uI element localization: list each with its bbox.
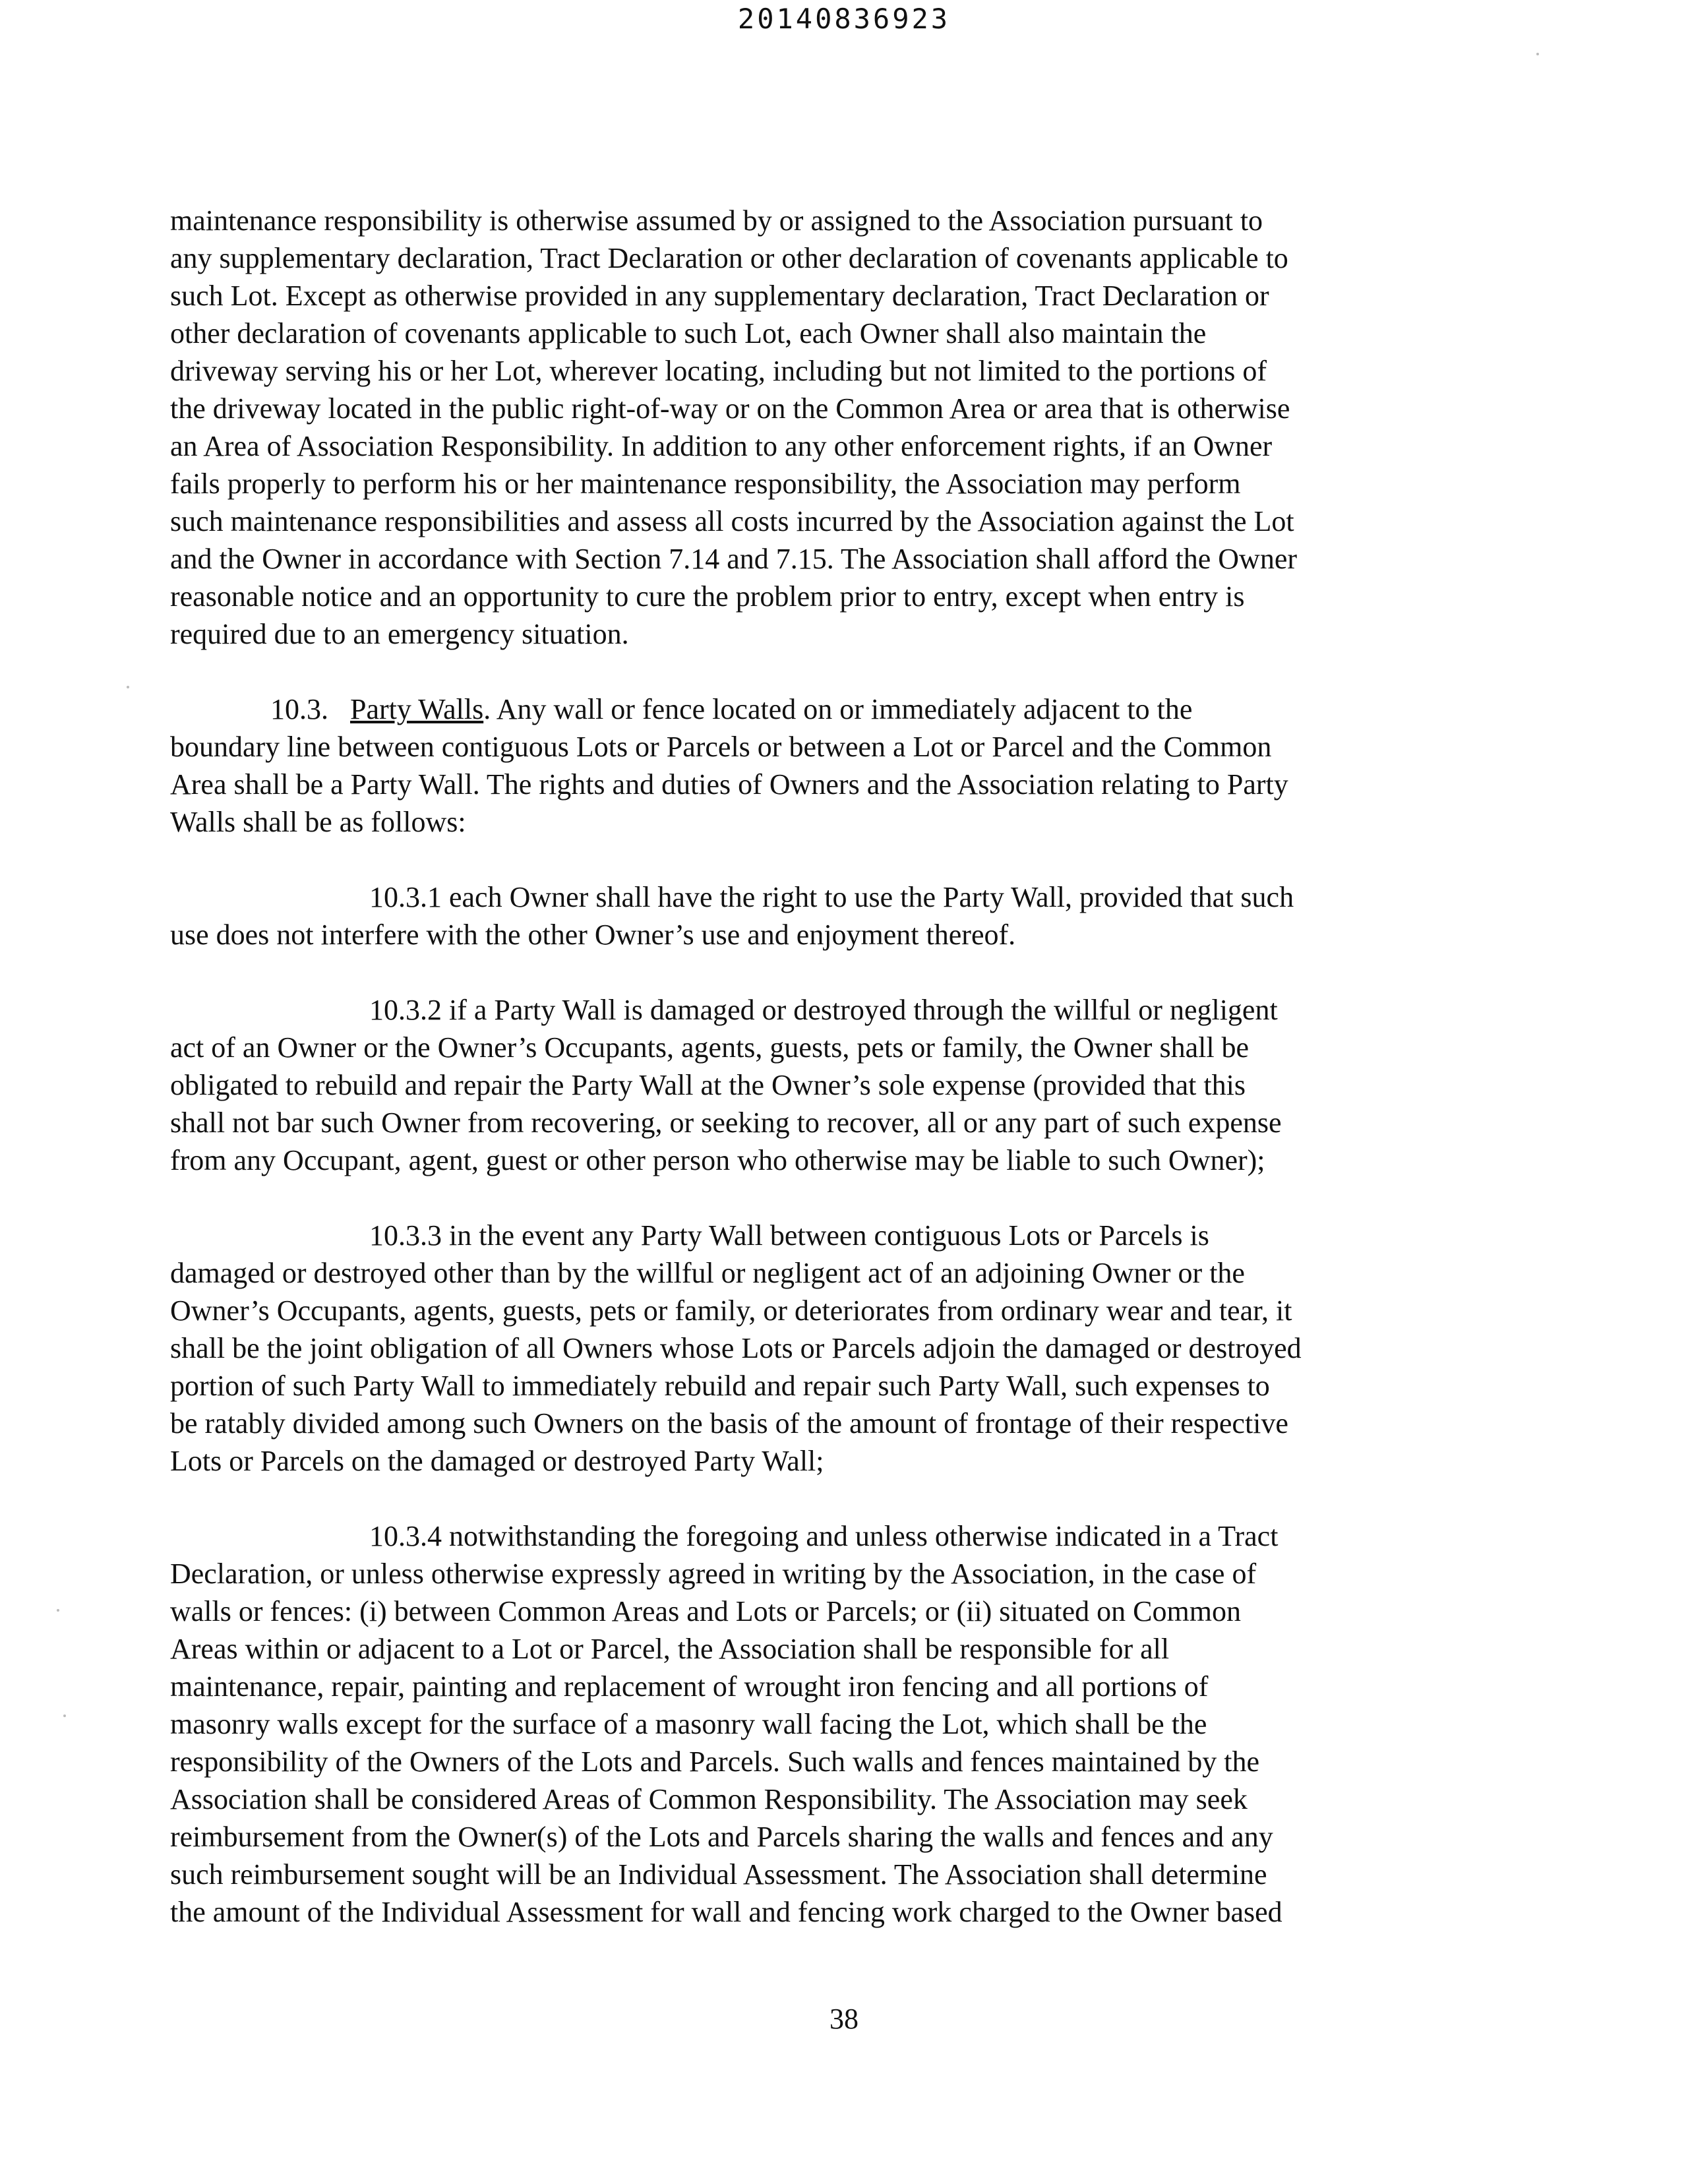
scan-speck <box>127 686 129 688</box>
text-line: Association shall be considered Areas of Common Responsibility. The Association may seek <box>170 1783 1248 1815</box>
text-line: 10.3.3 in the event any Party Wall between contiguous Lots or Parcels is <box>369 1219 1209 1252</box>
paragraph-gap <box>170 954 1542 991</box>
section-10-3-2 <box>170 991 1542 1179</box>
text-line: be ratably divided among such Owners on the basis of the amount of frontage of their respective <box>170 1407 1288 1440</box>
text-line: damaged or destroyed other than by the willful or negligent act of an adjoining Owner or the <box>170 1257 1245 1289</box>
text-line: responsibility of the Owners of the Lots and Parcels. Such walls and fences maintained by the <box>170 1745 1260 1778</box>
paragraph-maintenance-continued <box>170 202 1542 653</box>
section-10-3-4 <box>170 1517 1542 1931</box>
text-line: the driveway located in the public right-of-way or on the Common Area or area that is otherwise <box>170 392 1290 425</box>
section-10-3-1 <box>170 878 1542 954</box>
text-line: and the Owner in accordance with Section 7.14 and 7.15. The Association shall afford the Owner <box>170 543 1298 575</box>
paragraph-gap <box>170 653 1542 690</box>
section-title: Party Walls <box>350 693 484 725</box>
text-line: masonry walls except for the surface of a masonry wall facing the Lot, which shall be the <box>170 1708 1207 1740</box>
section-10-3-party-walls <box>170 690 1542 841</box>
text-line: reimbursement from the Owner(s) of the Lots and Parcels sharing the walls and fences and any <box>170 1821 1273 1853</box>
text-line: act of an Owner or the Owner’s Occupants, agents, guests, pets or family, the Owner shall be <box>170 1031 1250 1064</box>
text-line: reasonable notice and an opportunity to cure the problem prior to entry, except when entry is <box>170 580 1245 613</box>
text-line: walls or fences: (i) between Common Areas and Lots or Parcels; or (ii) situated on Common <box>170 1595 1241 1627</box>
text-line: required due to an emergency situation. <box>170 618 629 650</box>
text-line: use does not interfere with the other Owner’s use and enjoyment thereof. <box>170 919 1016 951</box>
text-line: driveway serving his or her Lot, wherever locating, including but not limited to the portions of <box>170 355 1267 387</box>
text-line: 10.3.2 if a Party Wall is damaged or destroyed through the willful or negligent <box>369 994 1278 1026</box>
text-line: boundary line between contiguous Lots or Parcels or between a Lot or Parcel and the Common <box>170 731 1272 763</box>
page-number: 38 <box>829 2003 859 2035</box>
text-line: any supplementary declaration, Tract Declaration or other declaration of covenants applicable to <box>170 242 1288 274</box>
text-line: Area shall be a Party Wall. The rights and duties of Owners and the Association relating to Party <box>170 768 1288 801</box>
text-line: other declaration of covenants applicable to such Lot, each Owner shall also maintain the <box>170 317 1207 349</box>
document-number: 20140836923 <box>737 3 951 35</box>
document-body <box>170 202 1542 1931</box>
paragraph-gap <box>170 1480 1542 1517</box>
text-line: maintenance responsibility is otherwise assumed by or assigned to the Association pursuant to <box>170 204 1263 237</box>
text-line: 10.3.1 each Owner shall have the right to use the Party Wall, provided that such <box>369 881 1294 913</box>
text-line: Owner’s Occupants, agents, guests, pets or family, or deteriorates from ordinary wear and tear, it <box>170 1294 1292 1327</box>
paragraph-gap <box>170 1179 1542 1217</box>
text-line: maintenance, repair, painting and replacement of wrought iron fencing and all portions of <box>170 1670 1209 1703</box>
section-number: 10.3. <box>270 693 328 725</box>
scan-speck <box>1536 53 1539 55</box>
text-line: Areas within or adjacent to a Lot or Parcel, the Association shall be responsible for all <box>170 1633 1170 1665</box>
text-line: such maintenance responsibilities and assess all costs incurred by the Association against the Lot <box>170 505 1294 537</box>
section-10-3-3 <box>170 1217 1542 1480</box>
text-line: shall be the joint obligation of all Owners whose Lots or Parcels adjoin the damaged or destroyed <box>170 1332 1302 1364</box>
text-line: 10.3.4 notwithstanding the foregoing and unless otherwise indicated in a Tract <box>369 1520 1279 1552</box>
scan-speck <box>63 1714 66 1717</box>
text-line: an Area of Association Responsibility. In addition to any other enforcement rights, if an Owner <box>170 430 1273 462</box>
text-line: obligated to rebuild and repair the Party Wall at the Owner’s sole expense (provided that this <box>170 1069 1246 1101</box>
scan-speck <box>57 1609 59 1612</box>
text-line: such reimbursement sought will be an Individual Assessment. The Association shall determine <box>170 1858 1267 1891</box>
section-heading-line <box>170 690 1542 728</box>
text-line: portion of such Party Wall to immediately rebuild and repair such Party Wall, such expenses to <box>170 1370 1270 1402</box>
text-line: Walls shall be as follows: <box>170 806 466 838</box>
section-heading-text: . Any wall or fence located on or immediately adjacent to the <box>483 693 1193 725</box>
text-line: Lots or Parcels on the damaged or destroyed Party Wall; <box>170 1445 824 1477</box>
text-line: such Lot. Except as otherwise provided in any supplementary declaration, Tract Declaration or <box>170 280 1269 312</box>
paragraph-gap <box>170 841 1542 878</box>
text-line: Declaration, or unless otherwise expressly agreed in writing by the Association, in the case of <box>170 1558 1257 1590</box>
text-line: shall not bar such Owner from recovering, or seeking to recover, all or any part of such expense <box>170 1107 1282 1139</box>
text-line: from any Occupant, agent, guest or other person who otherwise may be liable to such Owner); <box>170 1144 1265 1176</box>
text-line: fails properly to perform his or her maintenance responsibility, the Association may perform <box>170 468 1241 500</box>
text-line: the amount of the Individual Assessment for wall and fencing work charged to the Owner based <box>170 1896 1282 1928</box>
